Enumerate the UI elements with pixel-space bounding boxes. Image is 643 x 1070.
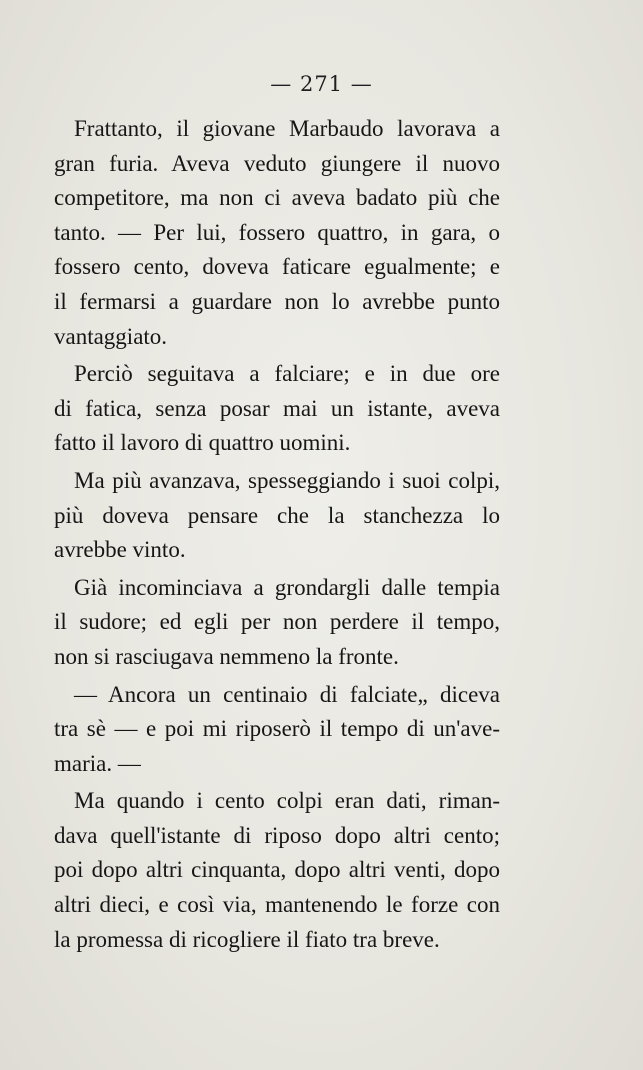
paragraph-4 — [54, 571, 500, 678]
text-line: il fermarsi a guardare non lo avrebbe punto — [54, 288, 500, 314]
paragraph-3 — [54, 464, 500, 571]
text-line: Ma quando i cento colpi eran dati, riman- — [74, 788, 500, 814]
text-line: altri dieci, e così via, mantenendo le forze con — [54, 892, 500, 918]
paragraph-6 — [54, 784, 500, 960]
text-line: avrebbe vinto. — [54, 537, 186, 563]
text-line: dava quell'istante di riposo dopo altri cento; — [54, 822, 500, 848]
text-line: tanto. — Per lui, fossero quattro, in gara, o — [54, 219, 500, 245]
text-line: gran furia. Aveva veduto giungere il nuovo — [54, 150, 500, 176]
text-line: il sudore; ed egli per non perdere il tempo, — [54, 609, 500, 635]
paragraph-2 — [54, 357, 500, 464]
text-line: competitore, ma non ci aveva badato più che — [54, 185, 500, 211]
text-line: Ma più avanzava, spesseggiando i suoi colpi, — [74, 467, 500, 493]
text-line: Perciò seguitava a falciare; e in due ore — [74, 361, 500, 387]
text-line: poi dopo altri cinquanta, dopo altri venti, dopo — [54, 857, 500, 883]
paragraph-5 — [54, 678, 500, 785]
text-line: maria. — — [54, 750, 141, 776]
text-line: di fatica, senza posar mai un istante, aveva — [54, 395, 500, 421]
text-line: fossero cento, doveva faticare egualmente; e — [54, 254, 500, 280]
text-line: non si rasciugava nemmeno la fronte. — [54, 643, 399, 669]
text-line: Già incominciava a grondargli dalle tempia — [74, 574, 500, 600]
text-line: più doveva pensare che la stanchezza lo — [54, 502, 500, 528]
text-line: tra sè — e poi mi riposerò il tempo di un'ave- — [54, 716, 500, 742]
paragraph-1 — [54, 112, 500, 357]
text-line: — Ancora un centinaio di falciate„ diceva — [74, 681, 500, 707]
page-number: — 271 — — [270, 72, 373, 96]
text-line: fatto il lavoro di quattro uomini. — [54, 430, 351, 456]
body-text — [54, 112, 500, 960]
text-line: Frattanto, il giovane Marbaudo lavorava a — [74, 116, 500, 141]
text-line: vantaggiato. — [54, 323, 168, 349]
text-line: la promessa di ricogliere il fiato tra breve. — [54, 926, 440, 952]
